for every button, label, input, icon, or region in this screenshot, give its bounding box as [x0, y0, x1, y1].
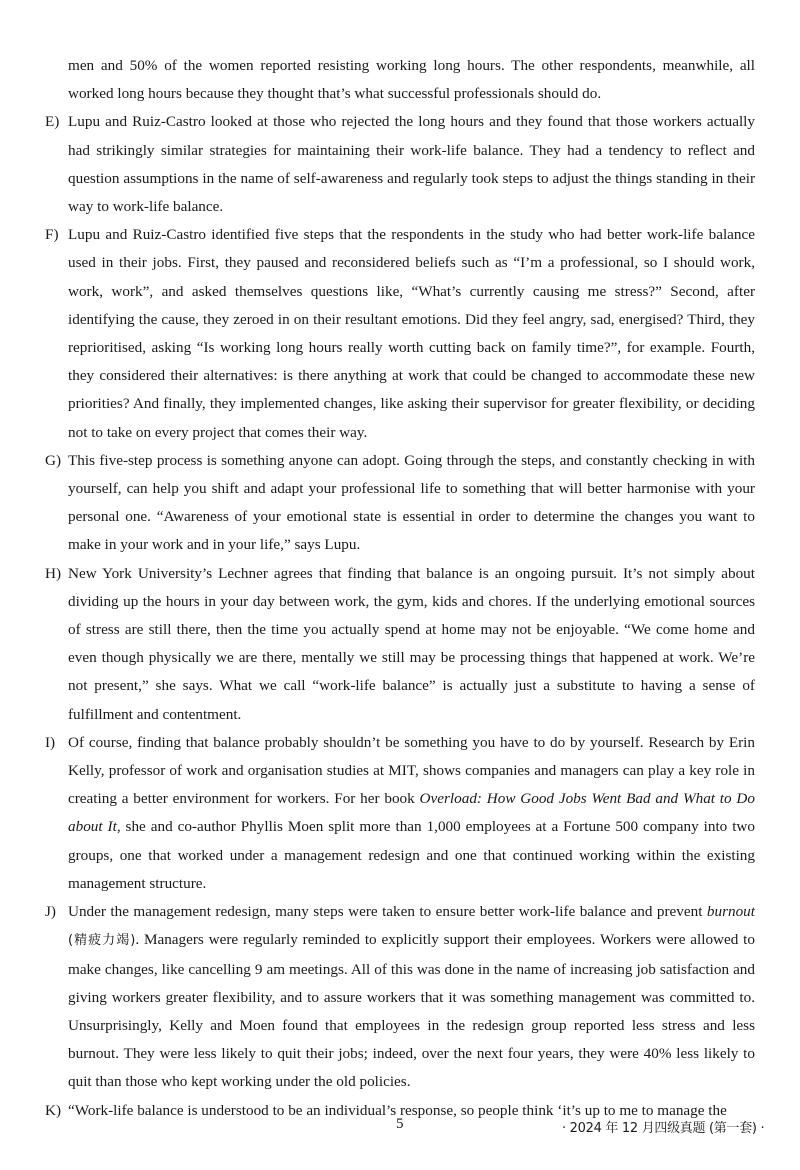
- paragraph-e: [45, 108, 755, 221]
- chinese-gloss: (精疲力竭): [68, 933, 136, 949]
- paragraph-text: This five-step process is something anyone can adopt. Going through the steps, and constantly checking in with yourself, can help you shift and adapt your professional life to something that will better harmonise with your personal one. “Awareness of your emotional state is essential in order to determine the changes you want to make in your work and in your life,” says Lupu.: [68, 451, 755, 554]
- paragraph-text: “Work-life balance is understood to be an individual’s response, so people think ‘it’s up to me to manage the: [68, 1101, 727, 1119]
- paragraph-label: G): [45, 451, 62, 469]
- page-number: 5: [396, 1116, 404, 1132]
- paragraph-label: I): [45, 733, 56, 751]
- paragraph-text-after: . Managers were regularly reminded to explicitly support their employees. Workers were allowed to make changes, like cancelling 9 am meetings. All of this was done in the name of increasing job satisfaction and giving workers greater flexibility, and to assure workers that it was something management was committed to. Unsurprisingly, Kelly and Moen found that employees in the redesign group reported less stress and less burnout. They were less likely to quit their jobs; indeed, over the next four years, they were 40% less likely to quit than those who kept working under the old policies.: [68, 931, 755, 1091]
- document-body: [45, 52, 755, 1125]
- paragraph-label: J): [45, 903, 56, 921]
- exam-label: · 2024 年 12 月四级真题 (第一套) ·: [562, 1121, 765, 1136]
- paragraph-label: K): [45, 1101, 62, 1119]
- paragraph-text: men and 50% of the women reported resisting working long hours. The other respondents, meanwhile, all worked long hours because they thought that’s what successful professionals should do.: [68, 57, 755, 103]
- paragraph-text-after: , she and co-author Phyllis Moen split more than 1,000 employees at a Fortune 500 company into two groups, one that worked under a management redesign and one that continued working within the existing management structure.: [68, 818, 755, 892]
- book-title: Overload: How Good Jobs Went Bad and What to Do about It: [68, 790, 755, 836]
- paragraph-text: New York University’s Lechner agrees that finding that balance is an ongoing pursuit. It’s not simply about dividing up the hours in your day between work, the gym, kids and chores. If the underlying emotional sources of stress are still there, then the time you actually spend at home may not be enjoyable. “We come home and even though physically we are there, mentally we still may be processing things that happened at work. We’re not present,” she says. What we call “work-life balance” is actually just a substitute to having a sense of fulfillment and contentment.: [68, 564, 755, 723]
- paragraph-text: Lupu and Ruiz-Castro identified five steps that the respondents in the study who had better work-life balance used in their jobs. First, they paused and reconsidered beliefs such as “I’m a professional, so I should work, work, work”, and asked themselves questions like, “What’s currently causing me stress?” Second, after identifying the cause, they zeroed in on their resultant emotions. Did they feel angry, sad, energised? Third, they reprioritised, asking “Is working long hours really worth cutting back on family time?”, for example. Fourth, they considered their alternatives: is there anything at work that could be changed to accommodate these new priorities? And finally, they implemented changes, like asking their supervisor for greater flexibility, or deciding not to take on every project that comes their way.: [68, 226, 755, 441]
- paragraph-text: Lupu and Ruiz-Castro looked at those who rejected the long hours and they found that those workers actually had strikingly similar strategies for maintaining their work-life balance. They had a tendency to reflect and question assumptions in the name of self-awareness and regularly took steps to adjust the things standing in their way to work-life balance.: [68, 113, 755, 216]
- paragraph-d-continued: [45, 52, 755, 108]
- paragraph-g: [45, 447, 755, 560]
- paragraph-text-before: Of course, finding that balance probably shouldn’t be something you have to do by yourself. Research by Erin Kelly, professor of work and organisation studies at MIT, shows companies and managers can play a key role in creating a better environment for workers. For her book: [68, 733, 755, 808]
- paragraph-i: [45, 729, 755, 898]
- paragraph-f: [45, 221, 755, 447]
- paragraph-label: F): [45, 226, 59, 244]
- paragraph-label: E): [45, 113, 60, 131]
- paragraph-h: [45, 560, 755, 729]
- vocab-term: burnout: [706, 903, 755, 921]
- paragraph-text-before: Under the management redesign, many steps were taken to ensure better work-life balance and prevent: [68, 903, 707, 921]
- paragraph-label: H): [45, 564, 62, 582]
- paragraph-j: [45, 898, 755, 1096]
